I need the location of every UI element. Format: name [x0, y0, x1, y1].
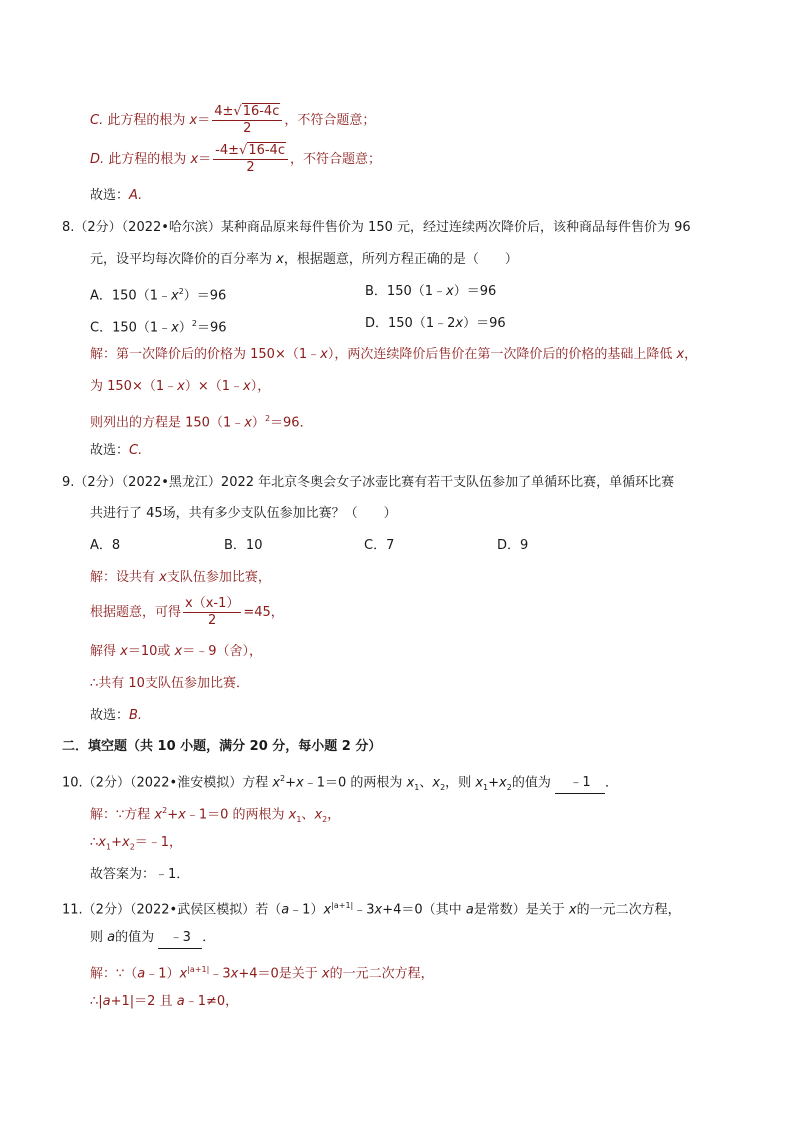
q9-option-a: A．8	[90, 538, 121, 553]
q8-option-c: C．150（1﹣x）$^2$＝96	[90, 319, 227, 336]
q7-c-fraction: $\frac{4\pm√16-4c}{2}$	[212, 104, 282, 137]
q8-solution-line3: 则列出的方程是 150（1﹣x）$^2$＝96．	[90, 414, 313, 431]
q10-answer: 故答案为：﹣1．	[90, 867, 190, 882]
q9-option-b: B．10	[224, 538, 263, 553]
q8-solution-line2: 为 150×（1﹣x）×（1﹣x），	[90, 379, 271, 394]
section-heading-fill-in: 二．填空题（共 10 小题，满分 20 分，每小题 2 分）	[62, 739, 382, 754]
q9-option-c: C．7	[364, 538, 395, 553]
q8-option-d: D．150（1﹣2x）＝96	[365, 316, 506, 331]
q9-fraction: $\frac{x(x-1)}{2}$	[185, 596, 240, 628]
q8-answer: 故选：C.	[90, 443, 143, 458]
q11-solution-line2: ∴|a+1|＝2 且 a﹣1≠0，	[90, 994, 239, 1009]
q9-solution-line1: 解：设共有 x支队伍参加比赛，	[90, 570, 271, 585]
q10-solution-line1: 解：∵方程 $x^2+x﹣1=0$ 的两根为 $x_1$、$x_2$，	[90, 806, 341, 824]
q11-answer-blank: ﹣3	[158, 928, 202, 949]
q11-stem-line1: 11.（2分）（2022•武侯区模拟）若$(a﹣1)x^{|a+1|}﹣3x+4=0$（其中 a是常数）是关于 x的一元二次方程，	[62, 901, 681, 918]
q9-answer: 故选：B.	[90, 708, 143, 723]
q7-answer: 故选：A.	[90, 188, 143, 203]
q9-solution-line3: 解得 x＝10或 x＝﹣9（舍），	[90, 644, 263, 659]
q8-stem-line1: 8.（2分）（2022•哈尔滨）某种商品原来每件售价为 150 元，经过连续两次降价后，该种商品每件售价为 96	[62, 220, 691, 235]
q7-d-fraction: $\frac{-4\pm√16-4c}{2}$	[213, 143, 288, 176]
q10-stem: 10.（2分）（2022•淮安模拟）方程 $x^2+x﹣1=0$ 的两根为 $x_1$、$x_2$，则 $x_1+x_2$的值为 ﹣1 ．	[62, 769, 618, 798]
q8-stem-line2: 元，设平均每次降价的百分率为 x，根据题意，所列方程正确的是（ ）	[90, 252, 518, 267]
q9-stem-line2: 共进行了 45场，共有多少支队伍参加比赛？（ ）	[90, 506, 397, 521]
q8-option-b: B．150（1﹣x）＝96	[365, 284, 497, 299]
q10-solution-line2: $\therefore x_1+x_2=﹣1$，	[90, 835, 183, 852]
q7-option-c: C. 此方程的根为 x＝ $\frac{4\pm√16-4c}{2}$ ，不符合题意；	[90, 104, 376, 136]
q10-answer-blank: ﹣1	[555, 773, 605, 794]
q8-option-a: A．$150(1﹣x^2)=96$	[90, 287, 227, 304]
q11-stem-line2: 则 a的值为 ﹣3 ．	[90, 928, 215, 949]
q8-solution-line1: 解：第一次降价后的价格为 150×（1﹣x），两次连续降价后售价在第一次降价后的价格的基础上降低 x，	[90, 347, 698, 362]
q9-solution-line4: ∴共有 10支队伍参加比赛．	[90, 676, 249, 691]
q11-solution-line1: 解：$\because(a﹣1)x^{|a+1|}﹣3x+4=0$是关于 x的一元二次方程，	[90, 965, 434, 982]
q9-solution-line2: 根据题意，可得 $\frac{x(x-1)}{2}$ =45，	[90, 596, 284, 628]
q9-option-d: D．9	[497, 538, 529, 553]
q7-option-d: D. 此方程的根为 x＝ $\frac{-4\pm√16-4c}{2}$ ，不符合题意；	[90, 143, 381, 175]
q9-stem-line1: 9.（2分）（2022•黑龙江）2022 年北京冬奥会女子冰壶比赛有若干支队伍参加了单循环比赛，单循环比赛	[62, 475, 675, 490]
